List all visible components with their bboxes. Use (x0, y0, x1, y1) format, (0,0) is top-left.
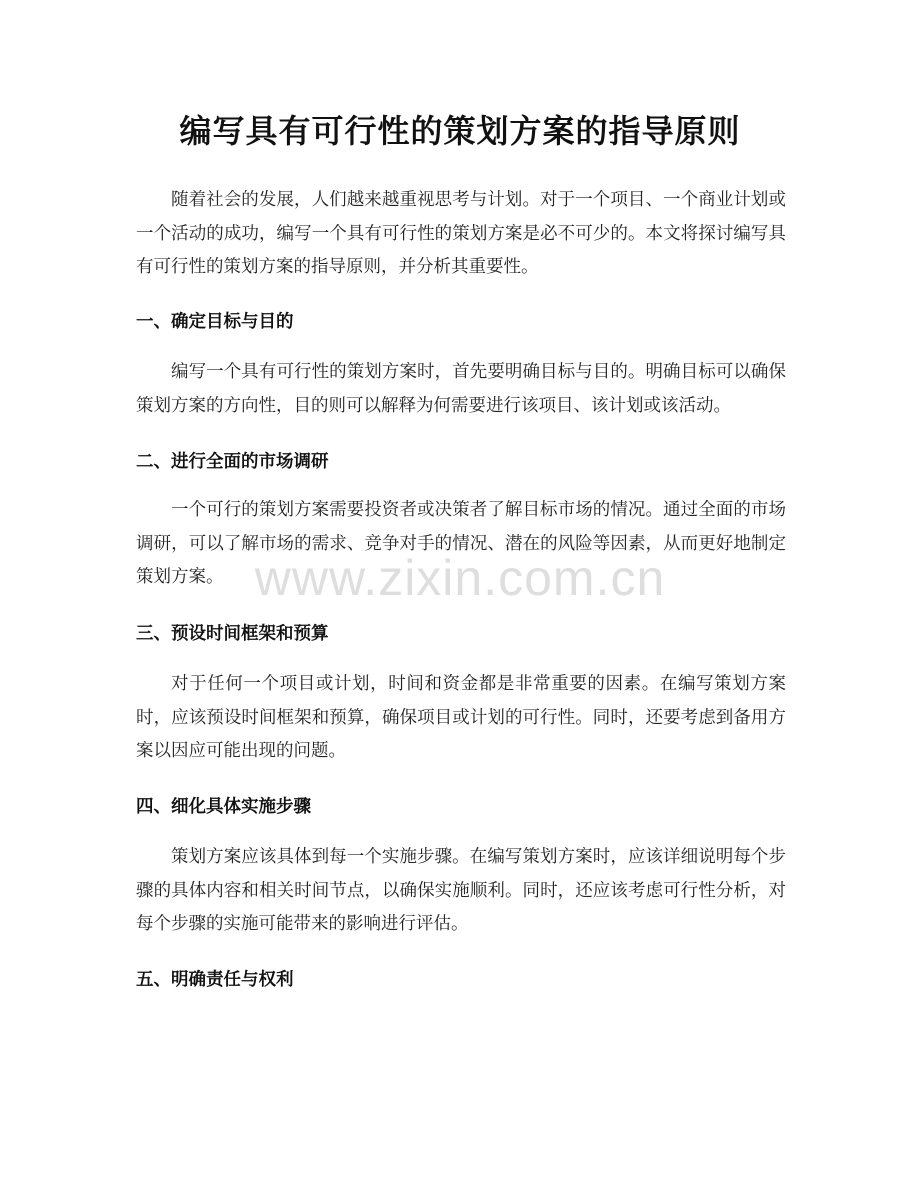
section-body-3: 对于任何一个项目或计划，时间和资金都是非常重要的因素。在编写策划方案时，应该预设时间框架和预算，确保项目或计划的可行性。同时，还要考虑到备用方案以因应可能出现的问题。 (136, 674, 786, 761)
section-heading-2: 二、进行全面的市场调研 (136, 452, 329, 472)
document-title: 编写具有可行性的策划方案的指导原则 (179, 112, 741, 150)
section-heading-1: 一、确定目标与目的 (136, 312, 294, 332)
section-heading-4: 四、细化具体实施步骤 (136, 797, 311, 817)
watermark: www.zixin.com.cn (254, 550, 666, 606)
section-body-1: 编写一个具有可行性的策划方案时，首先要明确目标与目的。明确目标可以确保策划方案的方向性，目的则可以解释为何需要进行该项目、该计划或该活动。 (136, 362, 786, 416)
section-body-2: 一个可行的策划方案需要投资者或决策者了解目标市场的情况。通过全面的市场调研，可以了解市场的需求、竞争对手的情况、潜在的风险等因素，从而更好地制定策划方案。 (136, 500, 786, 587)
section-body-4: 策划方案应该具体到每一个实施步骤。在编写策划方案时，应该详细说明每个步骤的具体内容和相关时间节点，以确保实施顺利。同时，还应该考虑可行性分析，对每个步骤的实施可能带来的影响进行评估。 (136, 847, 786, 934)
intro-paragraph: 随着社会的发展，人们越来越重视思考与计划。对于一个项目、一个商业计划或一个活动的成功，编写一个具有可行性的策划方案是必不可少的。本文将探讨编写具有可行性的策划方案的指导原则，并分析其重要性。 (136, 190, 786, 277)
section-heading-3: 三、预设时间框架和预算 (136, 624, 329, 644)
section-heading-5: 五、明确责任与权利 (136, 970, 294, 990)
